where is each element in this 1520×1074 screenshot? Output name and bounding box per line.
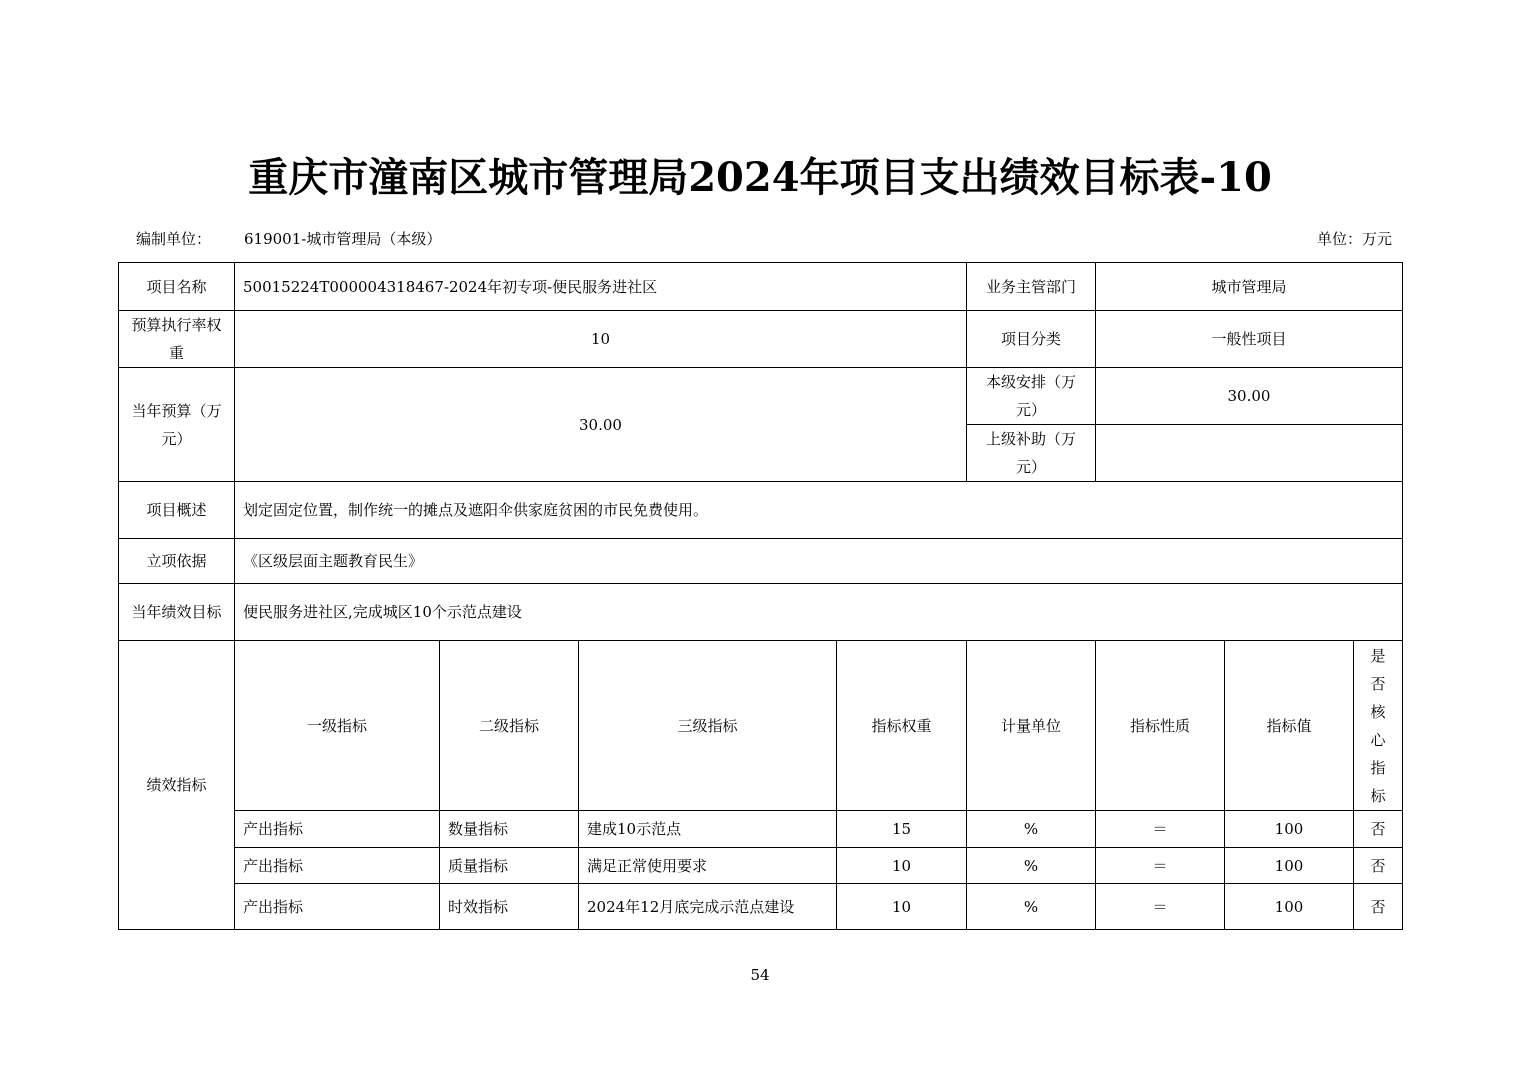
row-value: 100 [1225,884,1354,930]
row-level3: 满足正常使用要求 [579,848,837,884]
goal-value: 便民服务进社区,完成城区10个示范点建设 [235,584,1403,641]
row-level1: 产出指标 [235,884,440,930]
weight-value: 10 [235,311,967,368]
weight-label: 预算执行率权重 [119,311,235,368]
compiling-unit-label: 编制单位： [136,230,212,248]
indicator-row [119,811,1403,848]
superior-value [1096,425,1403,482]
row-level2: 质量指标 [440,848,579,884]
header-core [1354,641,1403,811]
header-core-char: 核 [1370,702,1386,721]
header-core-char: 是 [1370,646,1386,665]
dept-label: 业务主管部门 [967,263,1096,311]
budget-value: 30.00 [235,368,967,482]
row-indicator-header [119,641,1403,811]
project-name-value: 50015224T000004318467-2024年初专项-便民服务进社区 [235,263,967,311]
overview-value: 划定固定位置，制作统一的摊点及遮阳伞供家庭贫困的市民免费使用。 [235,482,1403,539]
category-label: 项目分类 [967,311,1096,368]
header-core-char: 否 [1370,674,1386,693]
row-level3: 2024年12月底完成示范点建设 [579,884,837,930]
basis-label: 立项依据 [119,539,235,584]
row-value: 100 [1225,848,1354,884]
row-core: 否 [1354,884,1403,930]
row-level1: 产出指标 [235,848,440,884]
basis-value: 《区级层面主题教育民生》 [235,539,1403,584]
row-nature: ＝ [1096,811,1225,848]
row-core: 否 [1354,811,1403,848]
superior-label: 上级补助（万元） [967,425,1096,482]
row-level2: 数量指标 [440,811,579,848]
row-basis [119,539,1403,584]
row-budget [119,368,1403,425]
row-nature: ＝ [1096,884,1225,930]
header-weight: 指标权重 [837,641,967,811]
header-nature: 指标性质 [1096,641,1225,811]
row-weight [119,311,1403,368]
row-core: 否 [1354,848,1403,884]
budget-label: 当年预算（万元） [119,368,235,482]
row-project-name [119,263,1403,311]
indicator-row [119,884,1403,930]
goal-label: 当年绩效目标 [119,584,235,641]
header-value: 指标值 [1225,641,1354,811]
row-unit: % [967,884,1096,930]
header-level3: 三级指标 [579,641,837,811]
row-unit: % [967,848,1096,884]
row-level3: 建成10示范点 [579,811,837,848]
row-value: 100 [1225,811,1354,848]
dept-value: 城市管理局 [1096,263,1403,311]
row-weight: 10 [837,848,967,884]
performance-table [118,262,1403,930]
page-number: 54 [750,966,770,984]
row-goal [119,584,1403,641]
header-level1: 一级指标 [235,641,440,811]
category-value: 一般性项目 [1096,311,1403,368]
header-core-char: 心 [1370,730,1386,749]
row-weight: 10 [837,884,967,930]
indicator-row [119,848,1403,884]
header-core-char: 指 [1370,758,1386,777]
header-level2: 二级指标 [440,641,579,811]
header-core-char: 标 [1370,786,1386,805]
row-nature: ＝ [1096,848,1225,884]
currency-unit: 单位：万元 [1316,230,1392,248]
local-value: 30.00 [1096,368,1403,425]
header-unit: 计量单位 [967,641,1096,811]
row-unit: % [967,811,1096,848]
row-level2: 时效指标 [440,884,579,930]
project-name-label: 项目名称 [119,263,235,311]
row-overview [119,482,1403,539]
compiling-unit-value: 619001-城市管理局（本级） [244,230,442,248]
overview-label: 项目概述 [119,482,235,539]
local-label: 本级安排（万元） [967,368,1096,425]
row-weight: 15 [837,811,967,848]
page-title: 重庆市潼南区城市管理局2024年项目支出绩效目标表-10 [248,154,1272,201]
row-level1: 产出指标 [235,811,440,848]
indicators-section-label: 绩效指标 [119,641,235,930]
